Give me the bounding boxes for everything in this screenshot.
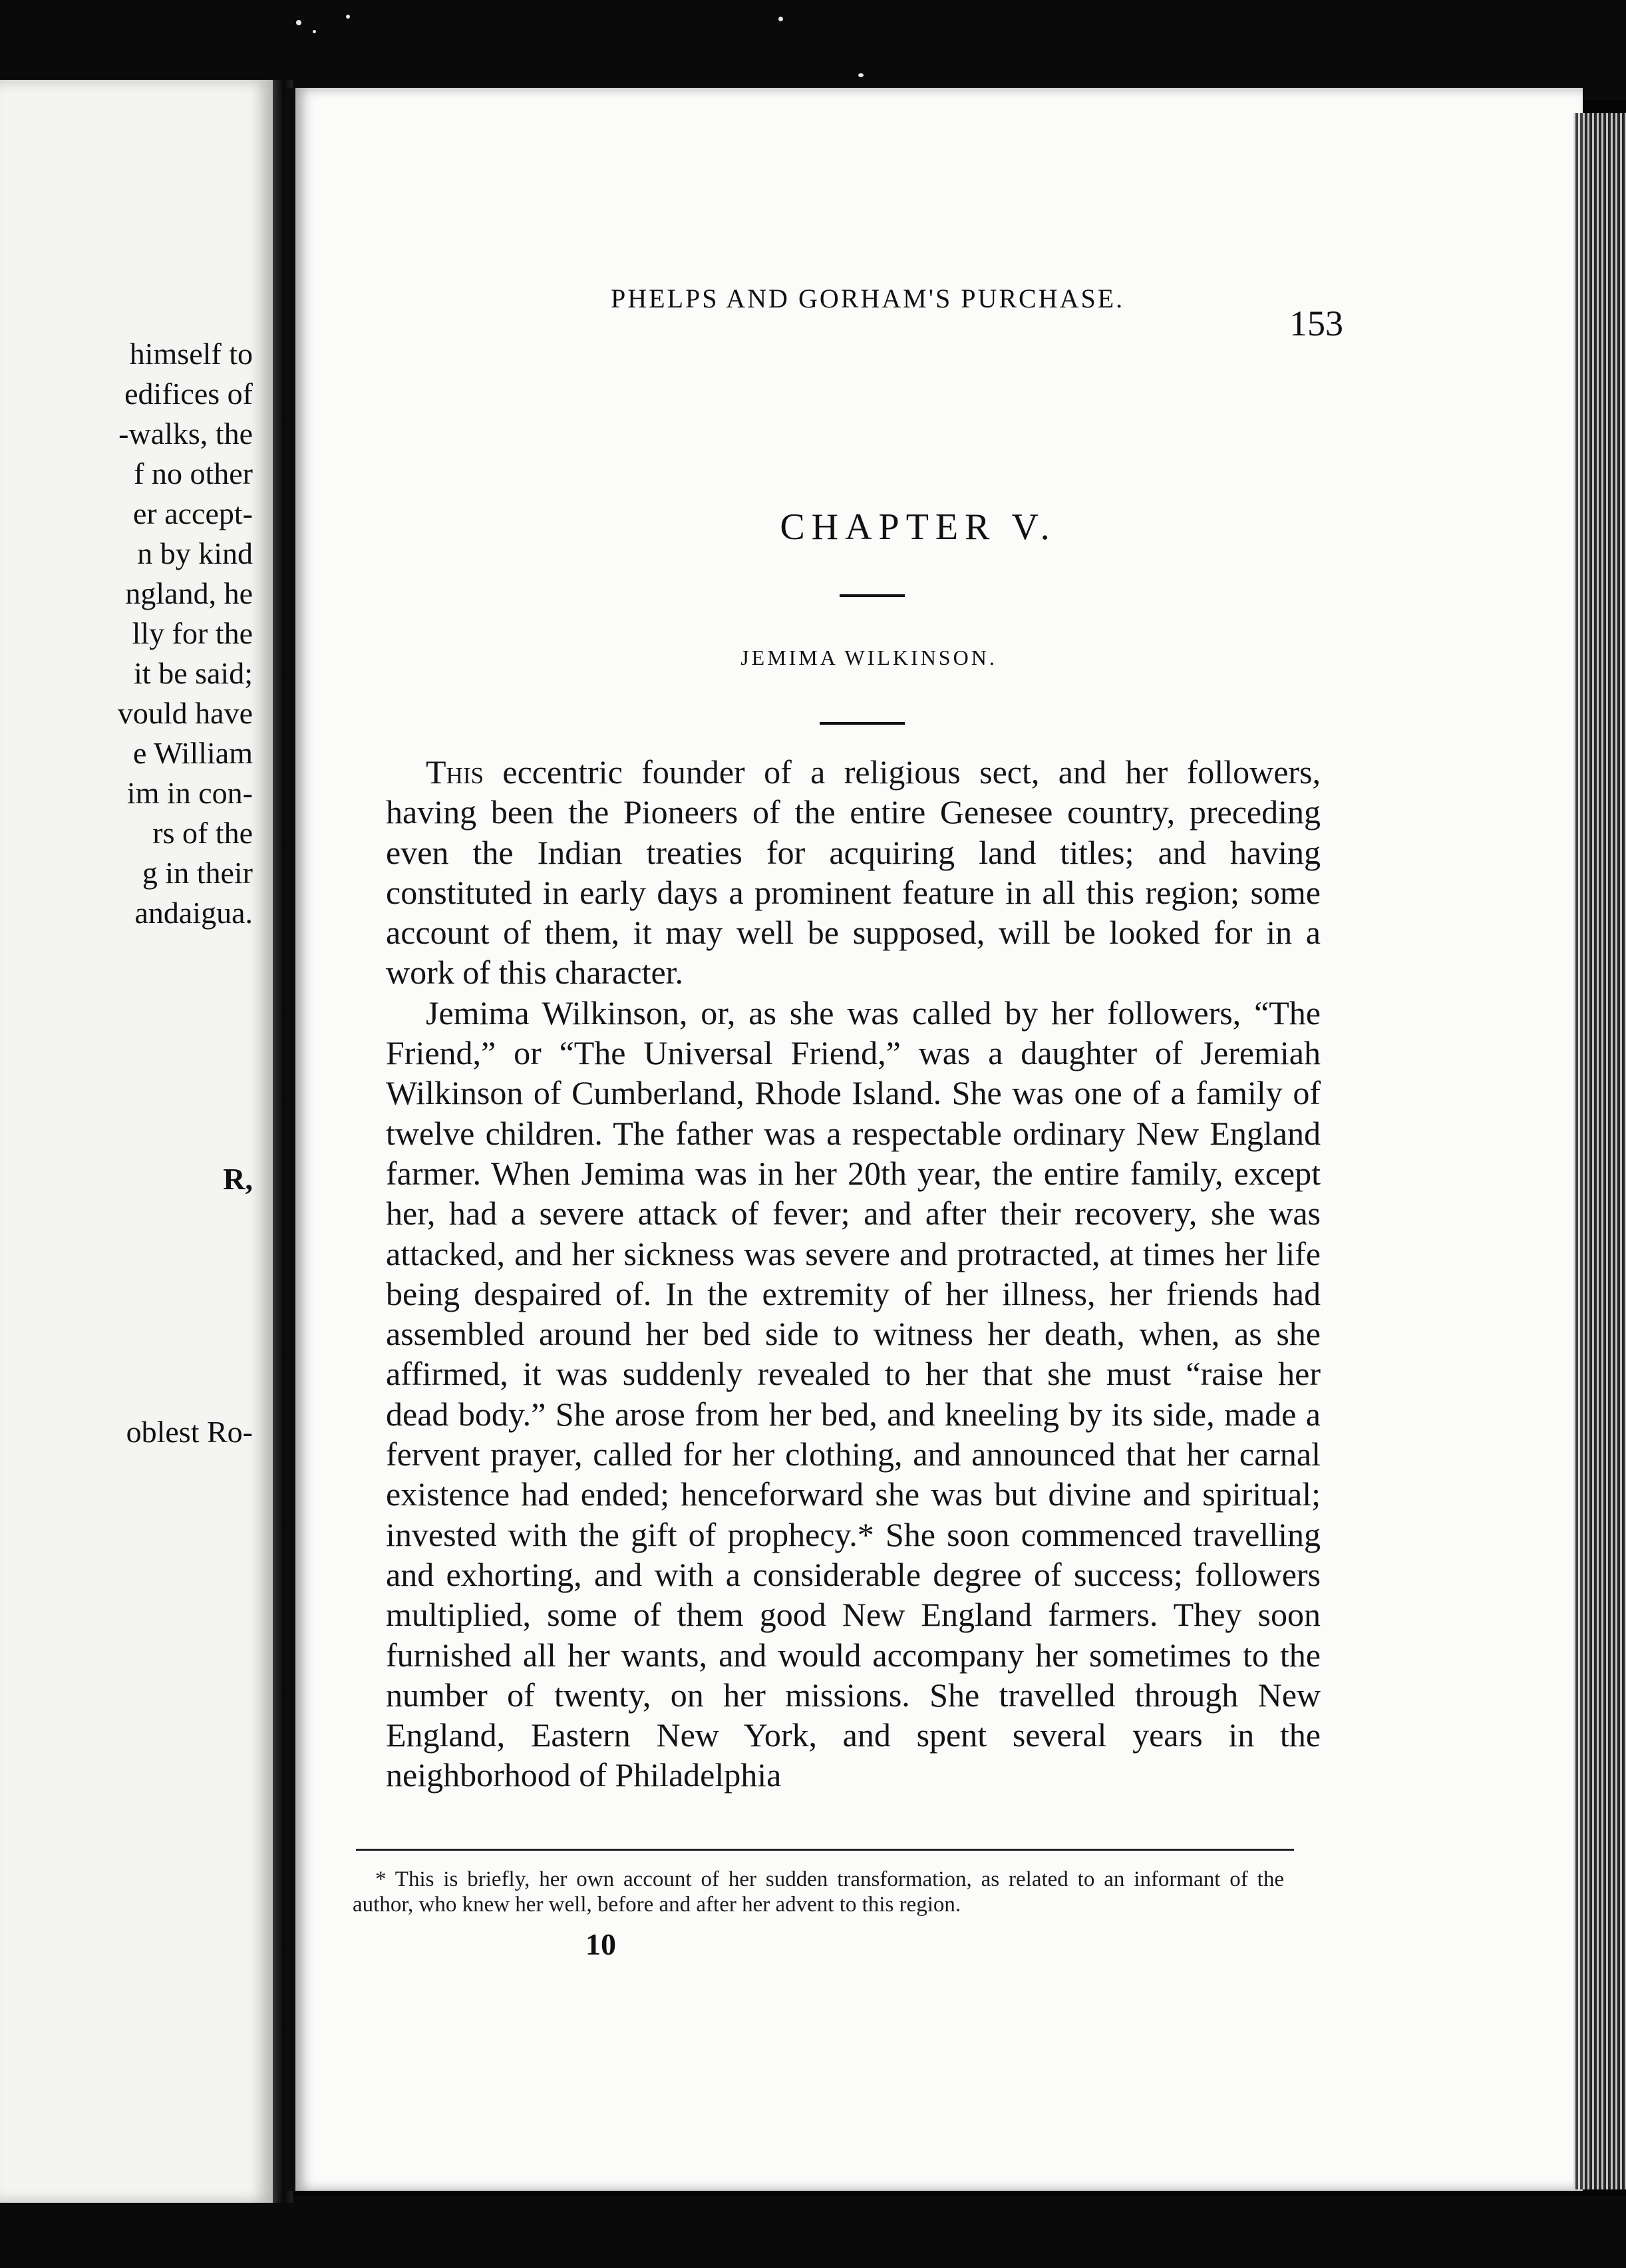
paragraph [386, 752, 1321, 993]
left-page-line: andaigua. [134, 896, 253, 930]
running-head: PHELPS AND GORHAM'S PURCHASE. [611, 284, 1125, 313]
page-edges [1573, 113, 1626, 2189]
left-page-line: R, [223, 1162, 253, 1196]
left-page-line: oblest Ro- [126, 1415, 253, 1449]
dust-speck [296, 20, 301, 25]
left-page-line: n by kind [137, 536, 253, 570]
left-page-line: -walks, the [118, 417, 253, 451]
section-title: JEMIMA WILKINSON. [740, 646, 997, 669]
dust-speck [346, 15, 350, 19]
left-page-line: g in their [142, 856, 253, 890]
signature-mark: 10 [585, 1927, 616, 1961]
footnote: * This is briefly, her own account of her sudden transformation, as related to an informant of the author, who knew her well, before and after her advent to this region. [353, 1867, 1284, 1917]
left-page-line: edifices of [124, 377, 253, 411]
paragraph-text: eccentric founder of a religious sect, and her followers, having been the Pioneers of the entire Genesee country, preceding even the Indian treaties for acquiring land titles; and having constituted in early days a prominent feature in all this region; some account of them, it may well be supposed, will be looked for in a work of this character. [386, 753, 1321, 992]
dust-speck [858, 73, 864, 77]
scan-frame-bottom [0, 2196, 1626, 2268]
dust-speck [778, 17, 783, 21]
paragraph: Jemima Wilkinson, or, as she was called by her followers, “The Friend,” or “The Universal Friend,” was a daughter of Jeremiah Wilkinson of Cumberland, Rhode Island. She was one of a family of twelve children. The father was a respectable ordinary New England farmer. When Jemima was in her 20th year, the entire family, except her, had a severe attack of fever; and after their recovery, she was attacked, and her sickness was severe and protracted, at times her life being despaired of. In the extremity of her illness, her friends had assembled around her bed side to witness her death, when, as she affirmed, it was suddenly revealed to her that she must “raise her dead body.” She arose from her bed, and kneeling by its side, made a fervent prayer, called for her clothing, and announced that her carnal existence had ended; henceforward she was but divine and spiritual; invested with the gift of prophecy.* She soon commenced travelling and exhorting, and with a considerable degree of success; followers multiplied, some of them good New England farmers. They soon furnished all her wants, and would accompany her sometimes to the number of twenty, on her missions. She travelled through New England, Eastern New York, and spent several years in the neighborhood of Philadelphia [386, 994, 1321, 1794]
section-rule [820, 722, 905, 725]
paragraph-lead-word: This [426, 753, 484, 791]
left-page-line: ngland, he [125, 576, 253, 610]
left-page-line: f no other [134, 457, 253, 490]
left-page-line: it be said; [134, 656, 253, 690]
left-page-line: e William [133, 736, 253, 770]
chapter-title: CHAPTER V. [780, 506, 1057, 548]
body-text [386, 752, 1321, 1796]
left-page-line: er accept- [132, 496, 253, 530]
left-page-line: vould have [117, 696, 253, 730]
left-page-line: im in con- [126, 776, 253, 810]
dust-speck [313, 30, 316, 33]
left-page-line: rs of the [152, 816, 253, 850]
page-number: 153 [1289, 303, 1343, 343]
left-page-line: himself to [129, 337, 253, 371]
left-facing-page [0, 80, 273, 2203]
footnote-rule [356, 1849, 1294, 1851]
title-rule [840, 594, 905, 597]
left-page-line: lly for the [132, 616, 253, 650]
